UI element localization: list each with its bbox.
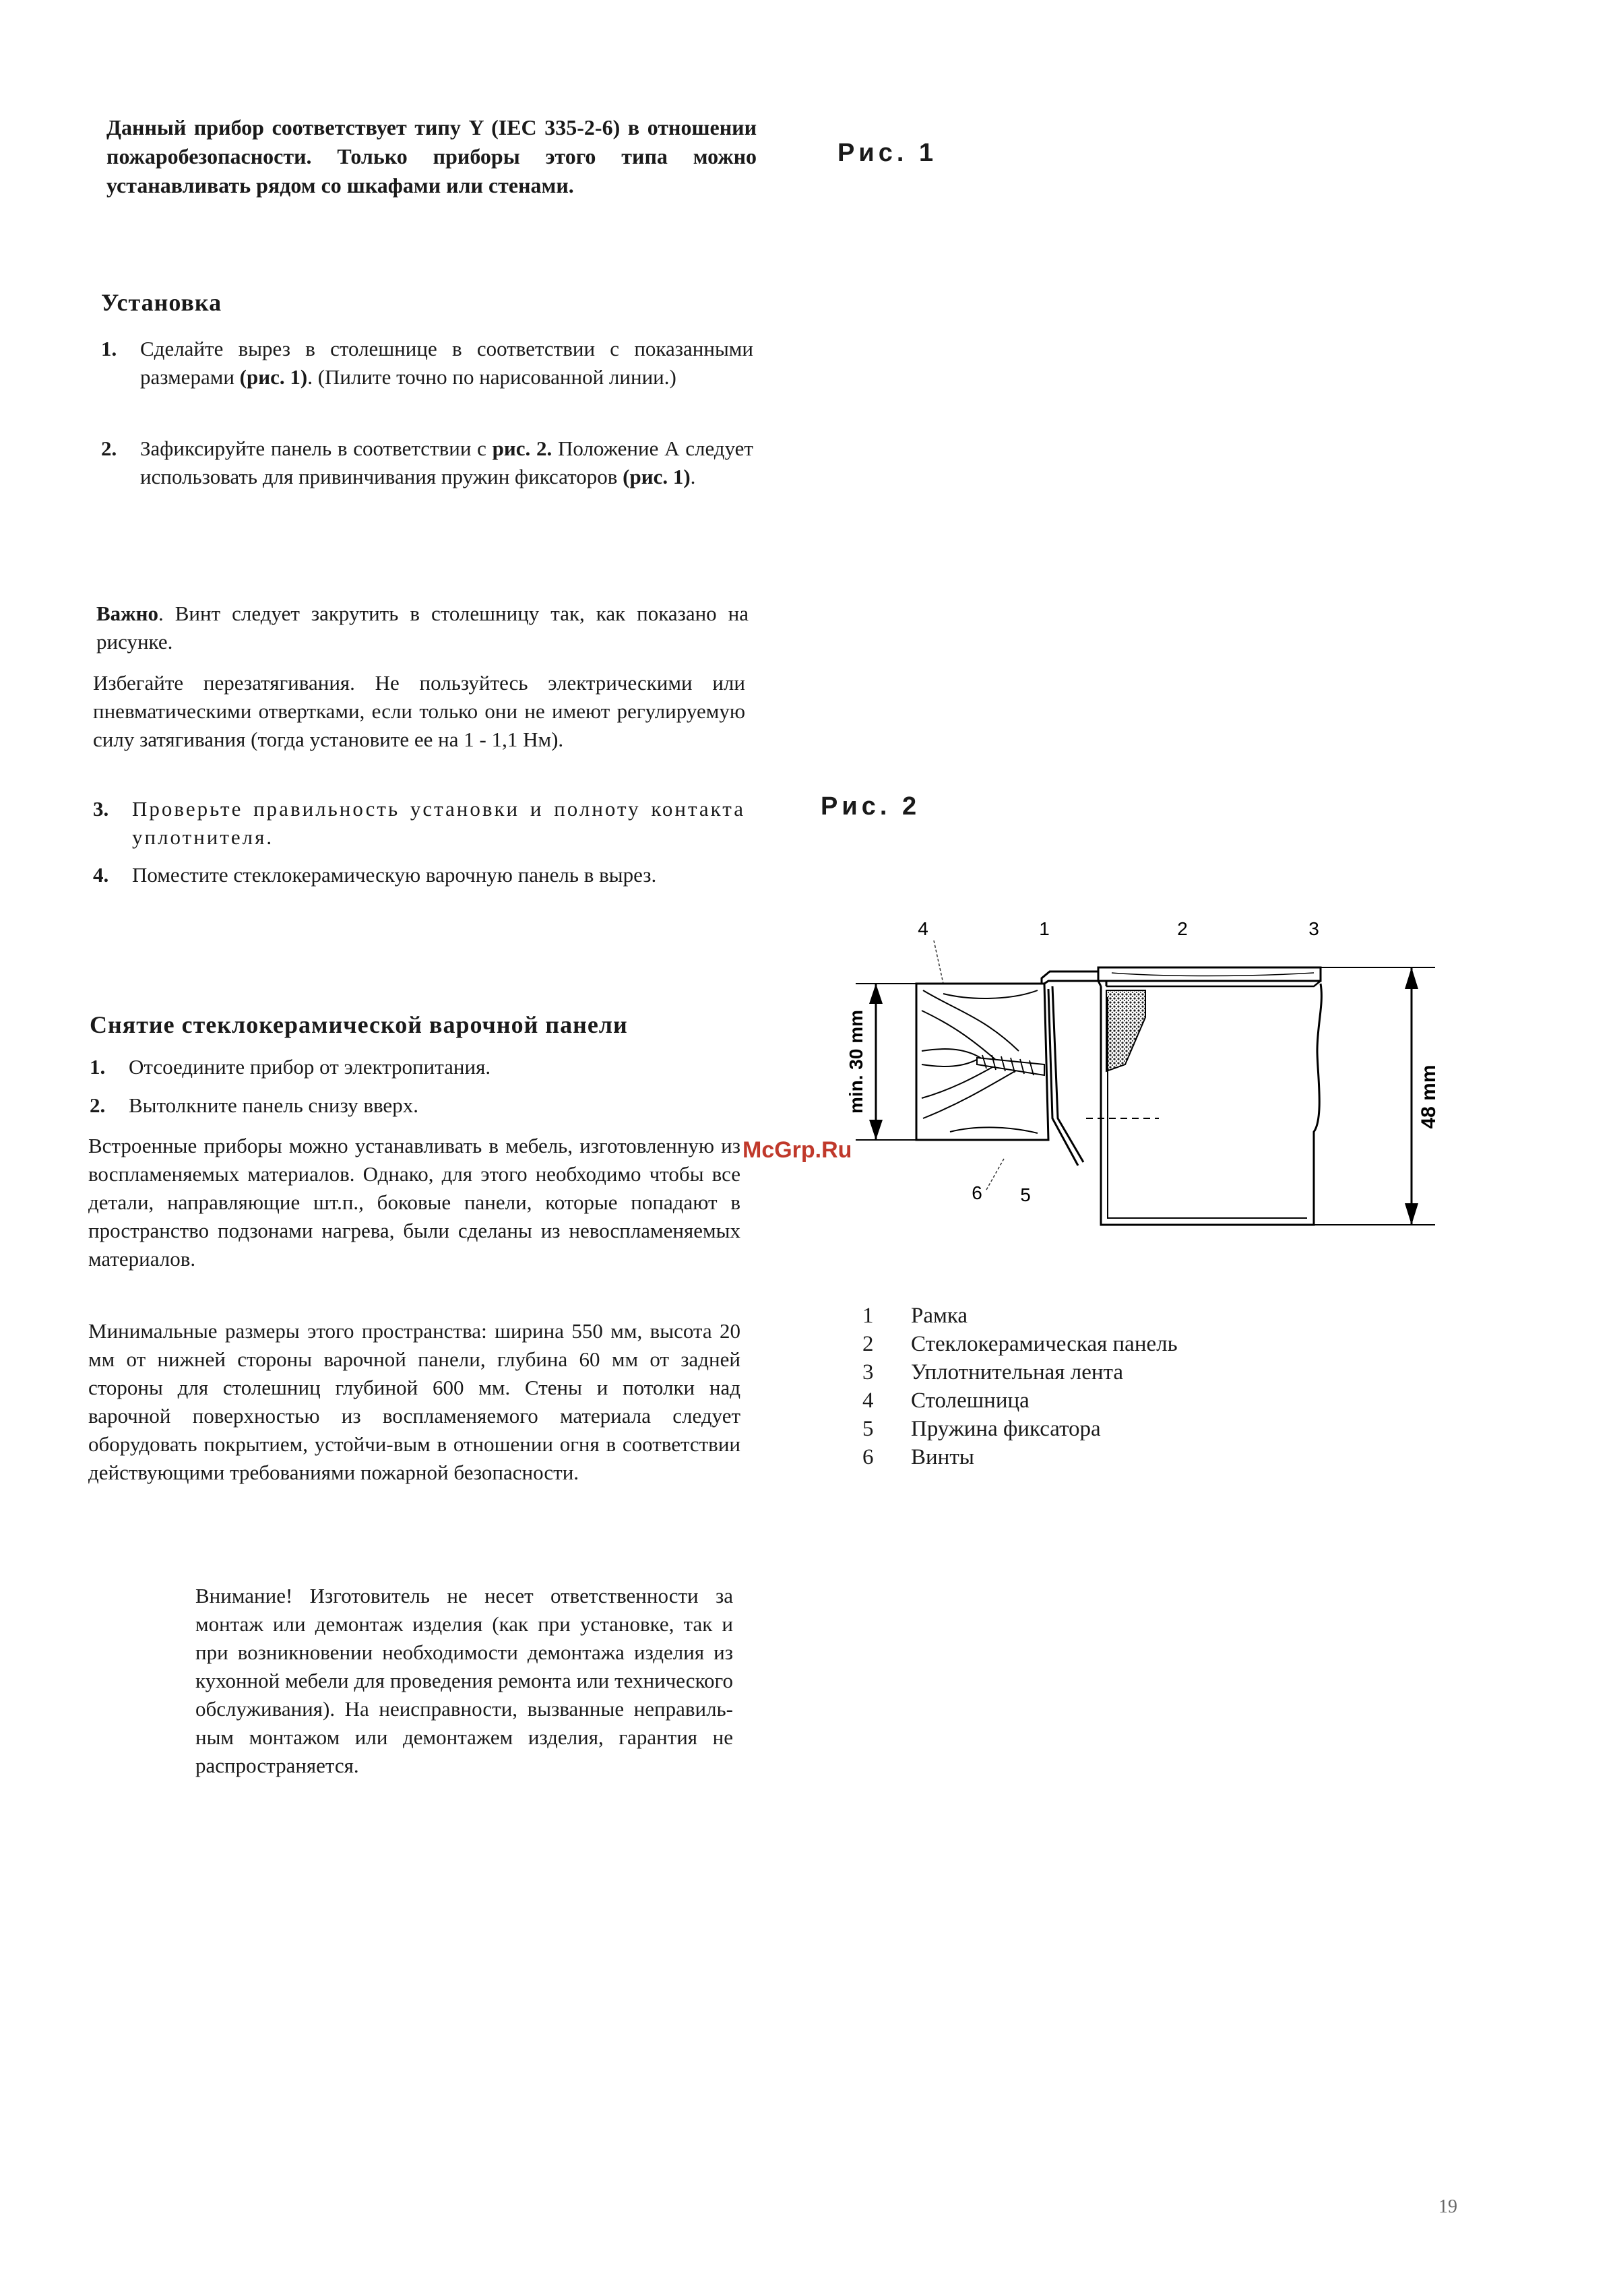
sealing-strip xyxy=(1106,990,1145,1071)
removal-step-1: 1. Отсоедините прибор от электропитания. xyxy=(90,1053,742,1081)
intro-paragraph: Данный прибор соответствует типу Y (IEC 335-2-6) в отношении пожаробезопасности. Только приборы этого типа можно устанавливать рядом со шкафами или стенами. xyxy=(106,115,757,197)
callout-6: 6 xyxy=(972,1182,982,1203)
callout-5: 5 xyxy=(1020,1184,1031,1205)
install-step-1: 1. Сделайте вырез в столешнице в соответствии с показанными размерами (рис. 1). (Пилите точно по нарисованной линии.) xyxy=(101,335,753,391)
install-step-2: 2. Зафиксируйте панель в соответствии с рис. 2. Положение А следует использовать для привинчивания пружин фиксаторов (рис. 1). xyxy=(101,435,753,491)
callout-3: 3 xyxy=(1308,918,1319,939)
step-number: 3. xyxy=(93,797,109,821)
furniture-paragraph: Встроенные приборы можно устанавливать в мебель, изготовленную из воспламеняемых материалов. Однако, для этого необходимо чтобы все детали, направляющие шт.п., боковые панели, которые попадают в пространство подзонами нагрева, были сделаны из невоспламеняемых материалов. xyxy=(88,1134,740,1271)
legend-item: 1 Рамка xyxy=(862,1304,968,1328)
dim-min-label: min. 30 mm xyxy=(846,1009,866,1114)
callout-1: 1 xyxy=(1039,918,1050,939)
avoid-note: Избегайте перезатягивания. Не пользуйтесь электрическими или пневматическими отвертками, если только они не имеют регулируемую силу затягивания (тогда установите ее на 1 - 1,1 Нм). xyxy=(93,671,745,751)
dim-arrow xyxy=(1405,967,1418,989)
warning-paragraph: Внимание! Изготовитель не несет ответственности за монтаж или демонтаж изделия (как при установке, так и при возникновении необходимости демонтажа изделия из кухонной мебели для проведения ремонта или технического обслуживания). На неисправности, вызванные неправиль-ным монтажом или демонтажем изделия, гарантия не распространяется. xyxy=(195,1584,733,1777)
legend-item: 2 Стеклокерамическая панель xyxy=(862,1332,1178,1356)
fig2-label: Рис. 2 xyxy=(821,792,921,821)
important-label: Важно xyxy=(96,602,159,625)
legend-item: 5 Пружина фиксатора xyxy=(862,1417,1101,1441)
figure-ref: (рис. 1) xyxy=(239,365,308,389)
removal-heading: Снятие стеклокерамической варочной панели xyxy=(90,1011,628,1038)
step-number: 2. xyxy=(101,437,117,460)
legend-item: 3 Уплотнительная лента xyxy=(862,1360,1123,1384)
figure-ref: рис. 2. xyxy=(492,437,552,460)
fig2-legend xyxy=(862,1302,1178,1471)
dim-arrow xyxy=(1405,1203,1418,1225)
dim-arrow xyxy=(869,1120,883,1140)
spring xyxy=(1048,986,1083,1166)
removal-step-2: 2. Вытолкните панель снизу вверх. xyxy=(90,1091,742,1120)
dim-height-label: 48 mm xyxy=(1418,1064,1440,1129)
legend-item: 6 Винты xyxy=(862,1445,974,1469)
fig2-diagram xyxy=(842,916,1489,1240)
watermark: McGrp.Ru xyxy=(742,1137,852,1163)
callout-4: 4 xyxy=(918,918,928,939)
frame xyxy=(1042,971,1106,986)
step-number: 1. xyxy=(101,337,117,360)
step-number: 2. xyxy=(90,1093,106,1117)
dim-arrow xyxy=(869,984,883,1004)
install-step-4: 4. Поместите стеклокерамическую варочную панель в вырез. xyxy=(93,861,745,889)
important-note: Важно. Винт следует закрутить в столешницу так, как показано на рисунке. xyxy=(96,602,749,653)
callout-2: 2 xyxy=(1177,918,1188,939)
step-number: 4. xyxy=(93,863,109,887)
install-step-3: 3. Проверьте правильность установки и полноту контакта уплотнителя. xyxy=(93,795,745,852)
install-heading: Установка xyxy=(101,289,222,316)
figure-ref: (рис. 1) xyxy=(623,465,691,488)
dimensions-paragraph: Минимальные размеры этого пространства: ширина 550 мм, высота 20 мм от нижней стороны варочной панели, глубина 60 мм от задней стороны для столешниц глубиной 600 мм. Стены и потолки над варочной поверхностью из воспламеняемого материала следует оборудовать покрытием, устойчи-вым в отношении огня в соответствии действующими требованиями пожарной безопасности. xyxy=(88,1319,740,1484)
step-number: 1. xyxy=(90,1055,106,1079)
page-number: 19 xyxy=(1438,2196,1457,2217)
fig1-label: Рис. 1 xyxy=(837,139,938,167)
legend-item: 4 Столешница xyxy=(862,1389,1030,1413)
